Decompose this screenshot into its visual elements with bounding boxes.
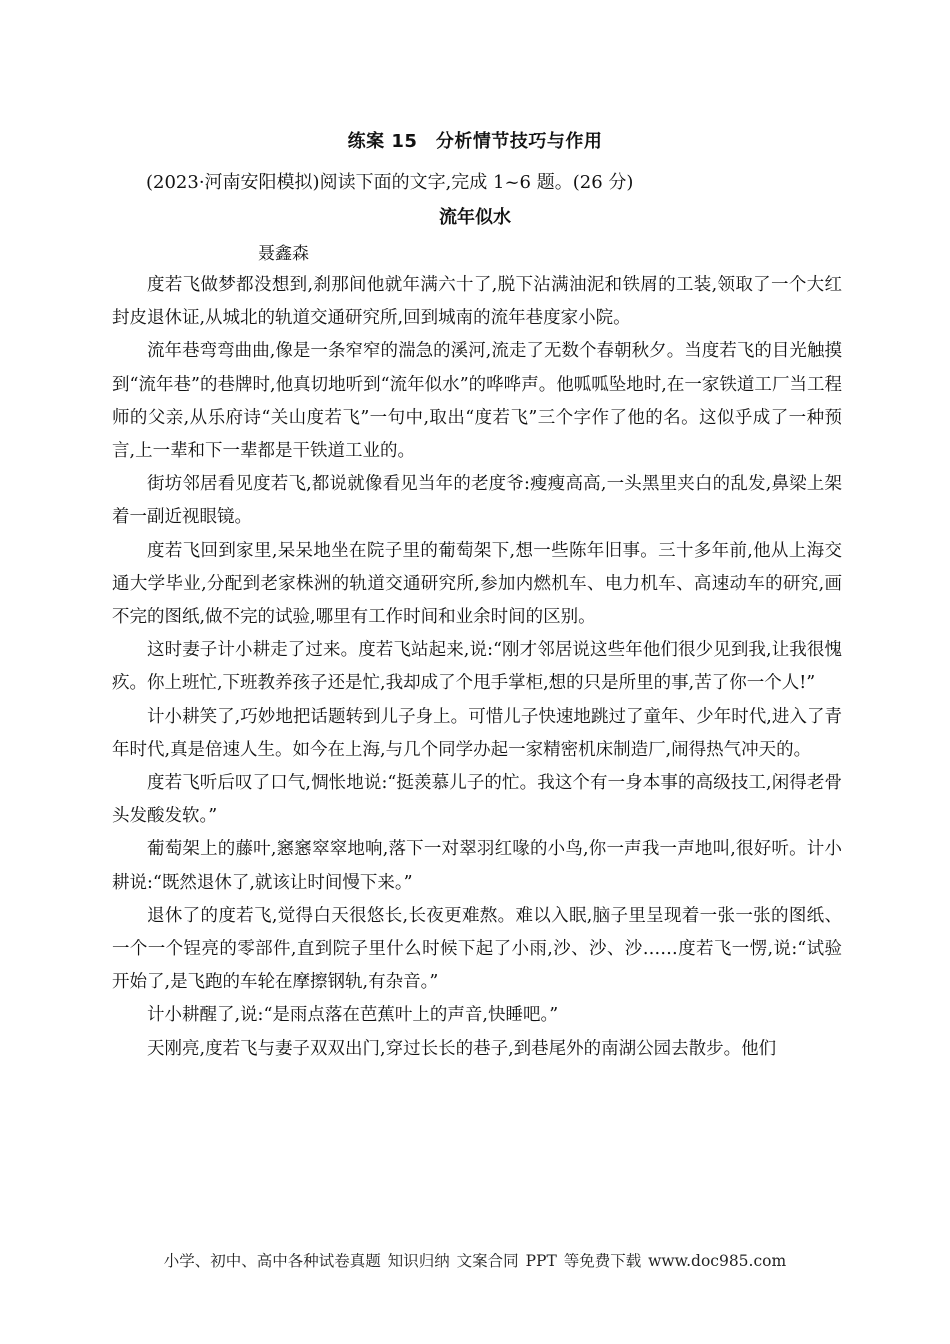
exercise-title: 练案 15 分析情节技巧与作用: [347, 131, 603, 152]
story-paragraph: 这时妻子计小耕走了过来。度若飞站起来,说:“刚才邻居说这些年他们很少见到我,让我很愧疚。你上班忙,下班教养孩子还是忙,我却成了个甩手掌柜,想的只是所里的事,苦了你一个人!”: [112, 640, 842, 694]
story-paragraph: 计小耕笑了,巧妙地把话题转到儿子身上。可惜儿子快速地跳过了童年、少年时代,进入了青年时代,真是倍速人生。如今在上海,与几个同学办起一家精密机床制造厂,闹得热气冲天的。: [112, 706, 842, 760]
story-paragraph: 度若飞听后叹了口气,惆怅地说:“挺羡慕儿子的忙。我这个有一身本事的高级技工,闲得老骨头发酸发软。”: [112, 773, 842, 827]
story-paragraph: 度若飞做梦都没想到,刹那间他就年满六十了,脱下沾满油泥和铁屑的工装,领取了一个大红封皮退休证,从城北的轨道交通研究所,回到城南的流年巷度家小院。: [112, 275, 842, 329]
story-paragraph: 计小耕醒了,说:“是雨点落在芭蕉叶上的声音,快睡吧。”: [147, 1005, 559, 1026]
story-body: [112, 269, 842, 1066]
story-paragraph: 葡萄架上的藤叶,窸窸窣窣地响,落下一对翠羽红喙的小鸟,你一声我一声地叫,很好听。计小耕说:“既然退休了,就该让时间慢下来。”: [112, 839, 842, 893]
story-paragraph: 街坊邻居看见度若飞,都说就像看见当年的老度爷:瘦瘦高高,一头黑里夹白的乱发,鼻梁上架着一副近视眼镜。: [112, 474, 842, 528]
story-paragraph: 退休了的度若飞,觉得白天很悠长,长夜更难熬。难以入眠,脑子里呈现着一张一张的图纸、一个一个锃亮的零部件,直到院子里什么时候下起了小雨,沙、沙、沙……度若飞一愣,说:“试验开始了,是飞跑的车轮在摩擦钢轨,有杂音。”: [112, 905, 842, 993]
page-footer: 小学、初中、高中各种试卷真题 知识归纳 文案合同 PPT 等免费下载 www.doc985.com: [163, 1252, 787, 1270]
story-paragraph: 度若飞回到家里,呆呆地坐在院子里的葡萄架下,想一些陈年旧事。三十多年前,他从上海交通大学毕业,分配到老家株洲的轨道交通研究所,参加内燃机车、电力机车、高速动车的研究,画不完的图纸,做不完的试验,哪里有工作时间和业余时间的区别。: [112, 540, 842, 628]
story-paragraph: 天刚亮,度若飞与妻子双双出门,穿过长长的巷子,到巷尾外的南湖公园去散步。他们: [147, 1038, 777, 1059]
story-paragraph: 流年巷弯弯曲曲,像是一条窄窄的湍急的溪河,流走了无数个春朝秋夕。当度若飞的目光触摸到“流年巷”的巷牌时,他真切地听到“流年似水”的哗哗声。他呱呱坠地时,在一家铁道工厂当工程师的父亲,从乐府诗“关山度若飞”一句中,取出“度若飞”三个字作了他的名。这似乎成了一种预言,上一辈和下一辈都是干铁道工业的。: [112, 341, 842, 462]
exercise-instructions: (2023·河南安阳模拟)阅读下面的文字,完成 1~6 题。(26 分): [146, 172, 634, 193]
story-title: 流年似水: [439, 207, 511, 228]
story-author: 聂鑫森: [258, 244, 309, 264]
